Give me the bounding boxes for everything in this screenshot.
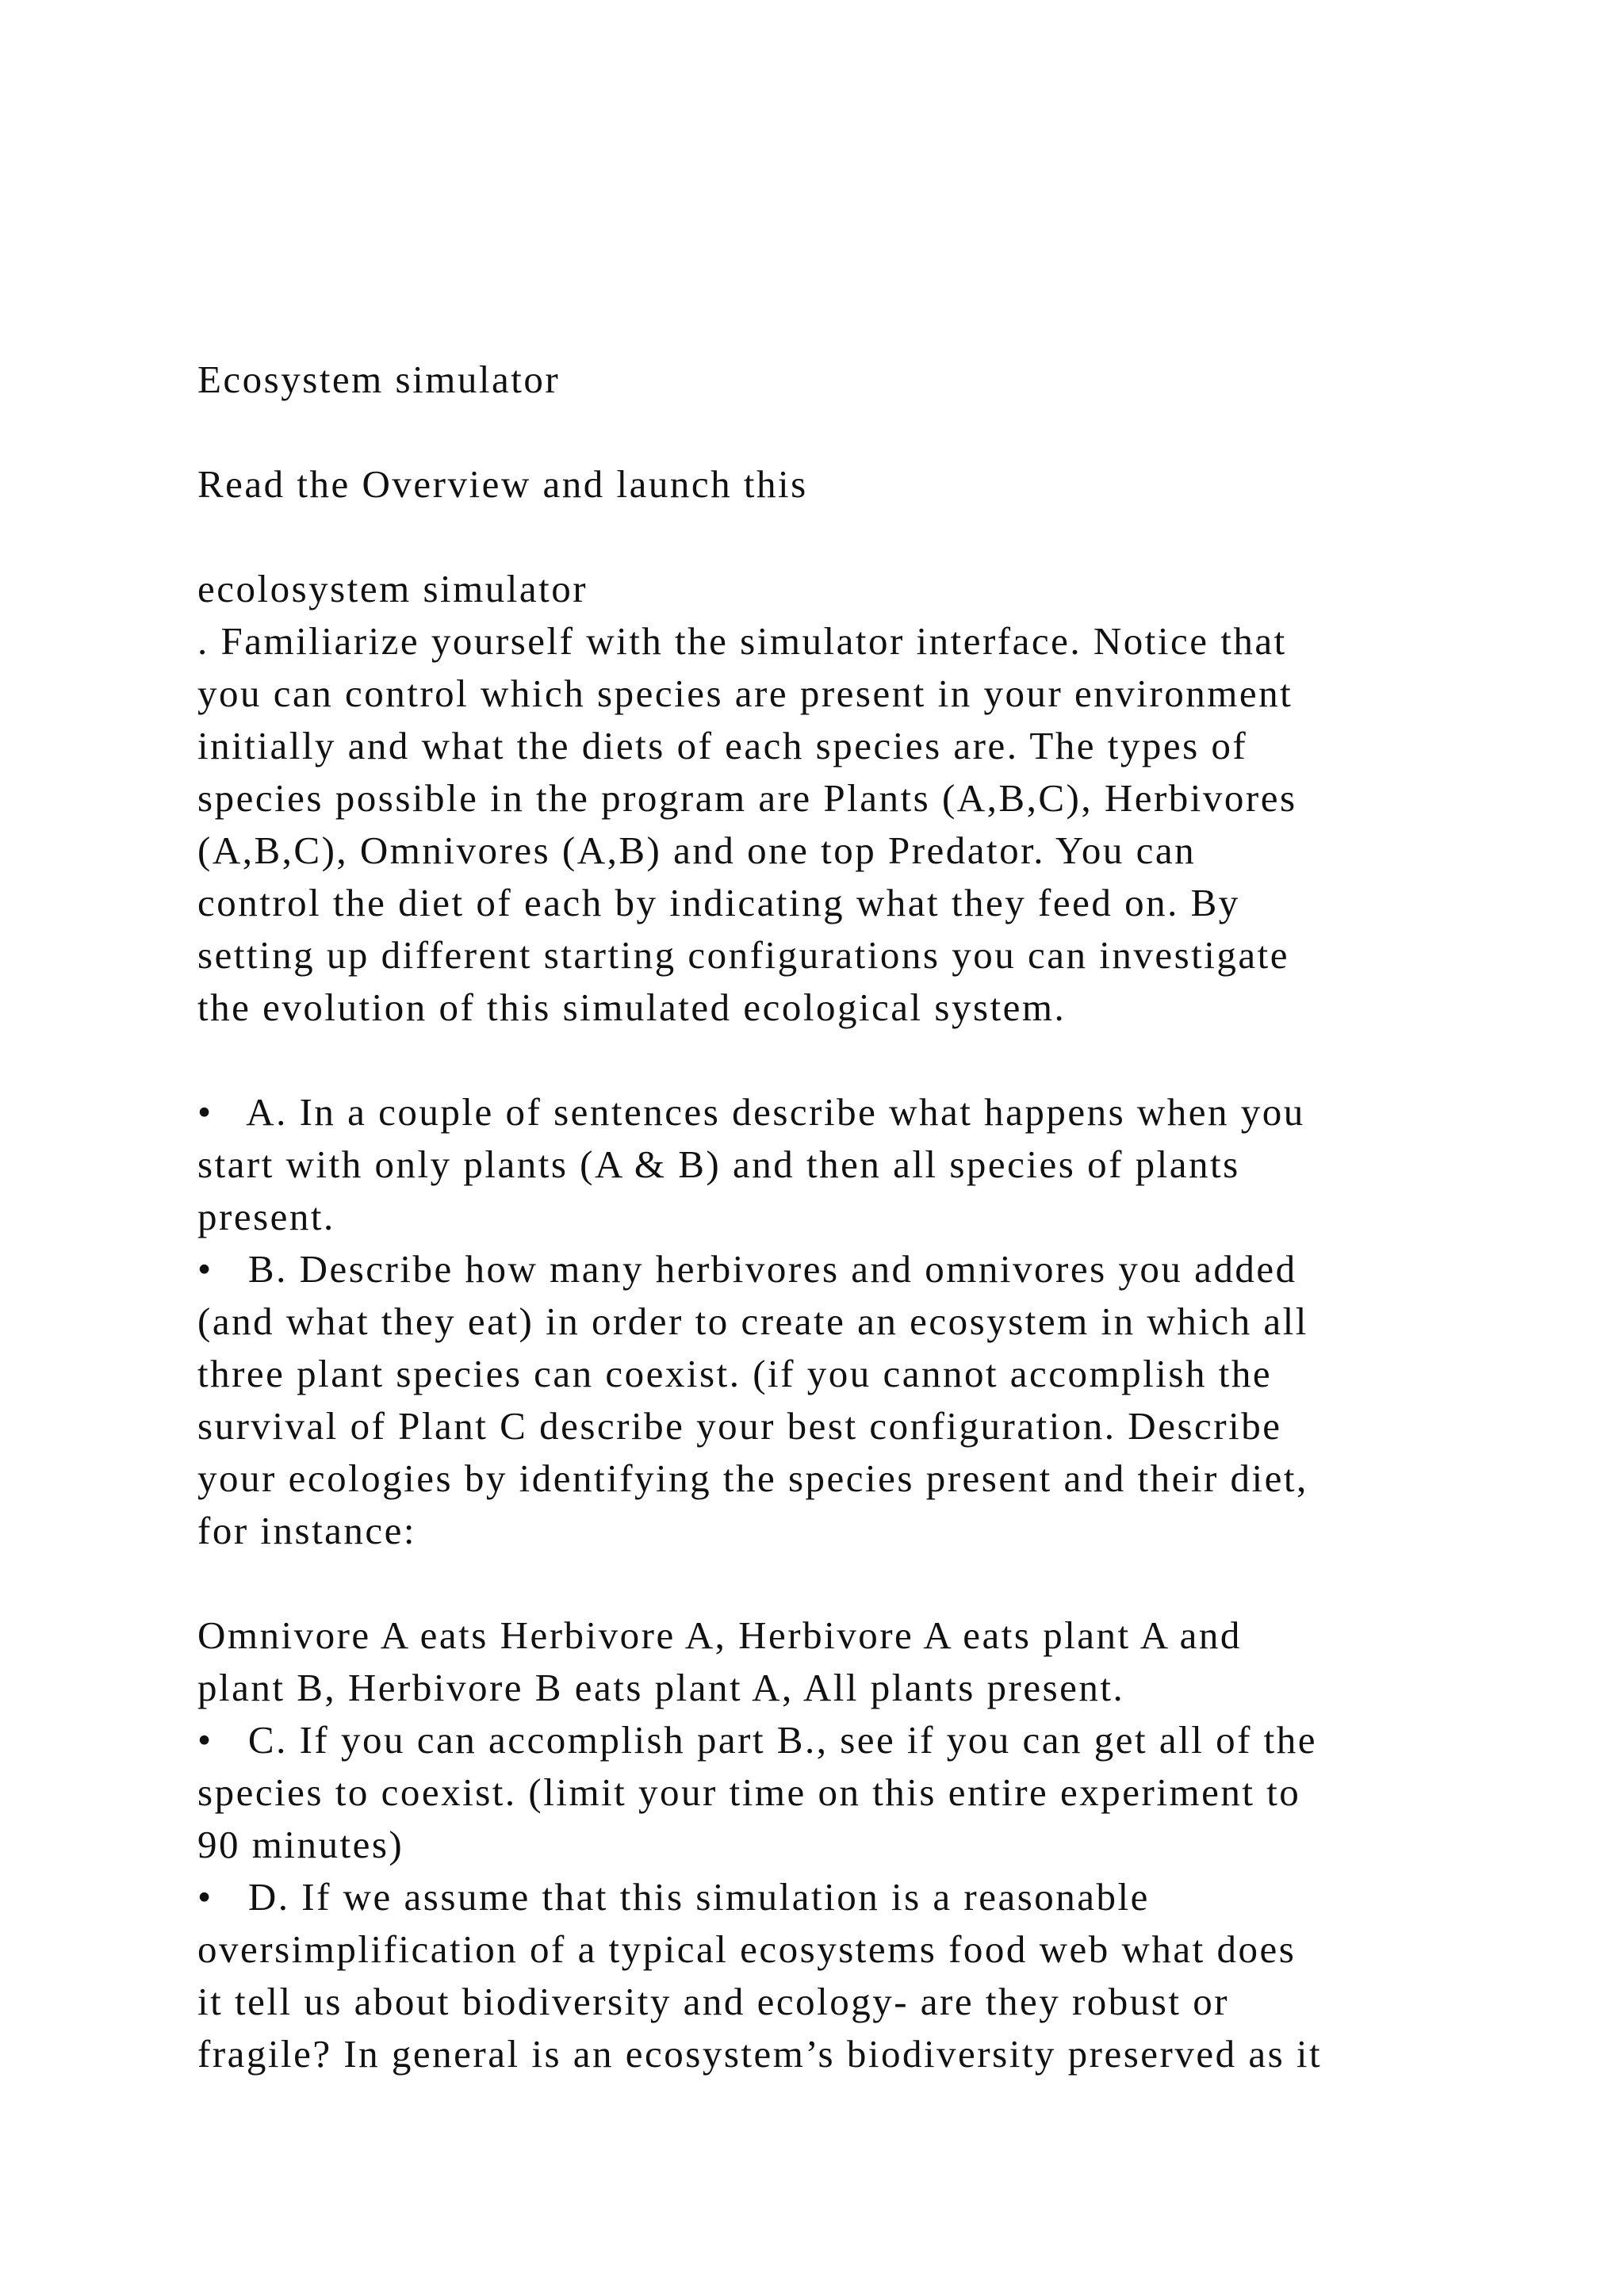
list-item-d [197, 1871, 1593, 2080]
simulator-link[interactable]: ecolosystem simulator [197, 567, 588, 610]
list-item-line: fragile? In general is an ecosystem’s biodiversity preserved as it [197, 2032, 1323, 2076]
list-item-line: • D. If we assume that this simulation is a reasonable [197, 1875, 1150, 1919]
list-item-line: • A. In a couple of sentences describe what happens when you [197, 1090, 1305, 1134]
list-item-line: three plant species can coexist. (if you cannot accomplish the [197, 1352, 1273, 1395]
example-block [197, 1609, 1593, 1714]
overview-paragraph [197, 615, 1593, 1034]
list-item-line: it tell us about biodiversity and ecology- are they robust or [197, 1980, 1230, 2023]
list-item-line: survival of Plant C describe your best configuration. Describe [197, 1404, 1282, 1448]
paragraph-line: . Familiarize yourself with the simulator interface. Notice that [197, 619, 1287, 663]
list-item-a [197, 1086, 1593, 1243]
spacer [197, 1034, 1593, 1086]
document-title: Ecosystem simulator [197, 358, 561, 401]
list-item-line: 90 minutes) [197, 1823, 404, 1866]
example-line: Omnivore A eats Herbivore A, Herbivore A eats plant A and [197, 1613, 1242, 1657]
paragraph-line: control the diet of each by indicating what they feed on. By [197, 881, 1240, 924]
example-line: plant B, Herbivore B eats plant A, All plants present. [197, 1666, 1125, 1709]
list-item-line: present. [197, 1195, 335, 1238]
paragraph-line: setting up different starting configurations you can investigate [197, 933, 1289, 977]
list-item-line: start with only plants (A & B) and then all species of plants [197, 1142, 1240, 1186]
document-body [197, 354, 1593, 2080]
paragraph-line: (A,B,C), Omnivores (A,B) and one top Predator. You can [197, 828, 1197, 872]
list-item-line: species to coexist. (limit your time on this entire experiment to [197, 1770, 1301, 1814]
paragraph-line: initially and what the diets of each species are. The types of [197, 724, 1248, 767]
list-item-line: your ecologies by identifying the species present and their diet, [197, 1456, 1308, 1500]
list-item-line: • C. If you can accomplish part B., see if you can get all of the [197, 1718, 1317, 1762]
intro-line: Read the Overview and launch this [197, 462, 808, 506]
spacer [197, 1557, 1593, 1609]
spacer [197, 511, 1593, 563]
paragraph-line: species possible in the program are Plants (A,B,C), Herbivores [197, 776, 1297, 820]
paragraph-line: the evolution of this simulated ecological system. [197, 985, 1067, 1029]
list-item-line: for instance: [197, 1509, 417, 1552]
list-item-line: • B. Describe how many herbivores and omnivores you added [197, 1247, 1297, 1291]
list-item-b [197, 1243, 1593, 1557]
list-item-line: (and what they eat) in order to create an ecosystem in which all [197, 1299, 1308, 1343]
list-item-line: oversimplification of a typical ecosystems food web what does [197, 1927, 1297, 1971]
list-item-c [197, 1714, 1593, 1871]
spacer [197, 406, 1593, 458]
paragraph-line: you can control which species are present in your environment [197, 672, 1293, 715]
